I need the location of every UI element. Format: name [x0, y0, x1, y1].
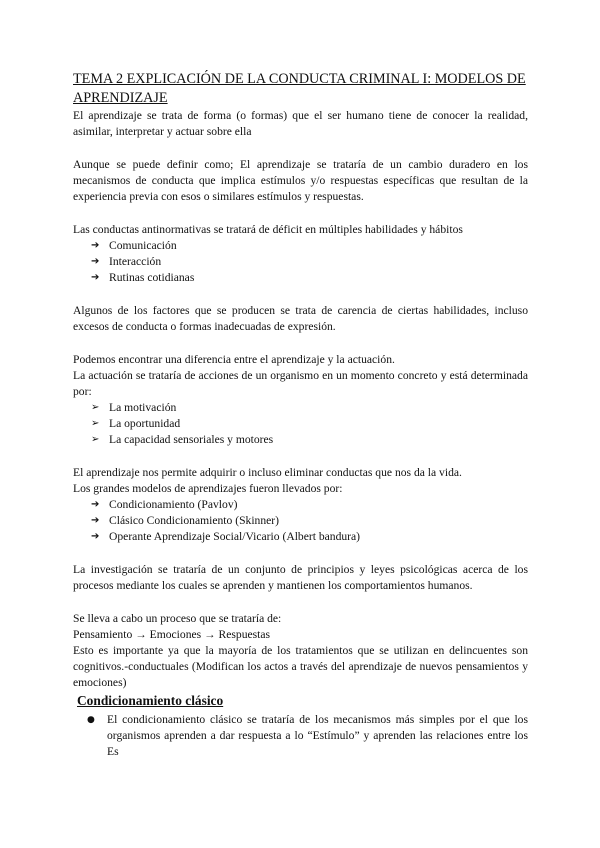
list-item: [91, 432, 528, 448]
spacer: [73, 286, 528, 303]
list-item-label: Interacción: [109, 255, 162, 268]
list-item-label: Operante Aprendizaje Social/Vicario (Albert bandura): [109, 530, 361, 543]
list-item: [91, 270, 528, 286]
list-item: [91, 238, 528, 254]
actuation-list: [73, 400, 528, 448]
list-item-label: La capacidad sensoriales y motores: [109, 433, 274, 446]
paragraph-research: La investigación se trataría de un conjunto de principios y leyes psicológicas acerca de los procesos mediante los cuales se aprenden y mantienen los comportamientos humanos.: [73, 563, 528, 592]
list-item-label: El condicionamiento clásico se trataría de los mecanismos más simples por el que los organismos aprenden a dar respuesta a lo “Estímulo” y aprenden las relaciones entre los Es: [107, 713, 528, 758]
list-item: [91, 416, 528, 432]
spacer: [73, 205, 528, 222]
page-title: TEMA 2 EXPLICACIÓN DE LA CONDUCTA CRIMINAL I: MODELOS DE APRENDIZAJE: [73, 71, 526, 106]
paragraph-difference: Podemos encontrar una diferencia entre el aprendizaje y la actuación.: [73, 353, 395, 366]
paragraph-definition-alt: Aunque se puede definir como; El aprendizaje se trataría de un cambio duradero en los mecanismos de conducta que implica estímulos y/o respuestas específicas que resultan de la experiencia previa con esos o similares estímulos y respuestas.: [73, 158, 528, 203]
arrow-icon: ➔: [91, 499, 100, 510]
triangle-arrow-icon: ➢: [91, 434, 100, 445]
list-item: [91, 513, 528, 529]
triangle-arrow-icon: ➢: [91, 418, 100, 429]
list-item-label: Condicionamiento (Pavlov): [109, 498, 238, 511]
spacer: [73, 335, 528, 352]
list-item: [91, 497, 528, 513]
list-item-label: La oportunidad: [109, 417, 181, 430]
habilities-list: [73, 238, 528, 286]
arrow-icon: ➔: [91, 256, 100, 267]
arrow-icon: ➔: [91, 531, 100, 542]
section-heading: Condicionamiento clásico: [77, 693, 224, 708]
triangle-arrow-icon: ➢: [91, 402, 100, 413]
list-item-label: Comunicación: [109, 239, 177, 252]
models-list: [73, 497, 528, 545]
arrow-icon: ➔: [91, 240, 100, 251]
bullet-icon: ●: [87, 715, 95, 725]
arrow-icon: ➔: [91, 272, 100, 283]
bullet-list: [73, 712, 528, 760]
list-item-label: Rutinas cotidianas: [109, 271, 195, 284]
paragraph-actuation: La actuación se trataría de acciones de un organismo en un momento concreto y está determinada por:: [73, 369, 528, 398]
paragraph-antinormative: Las conductas antinormativas se tratará de déficit en múltiples habilidades y hábitos: [73, 223, 463, 236]
paragraph-treatments: Esto es importante ya que la mayoría de los tratamientos que se utilizan en delincuentes son cognitivos.-conductuales (Modifican los actos a través del aprendizaje de nuevos pensamientos y emociones): [73, 644, 528, 689]
arrow-icon: ➔: [91, 515, 100, 526]
list-item-label: La motivación: [109, 401, 177, 414]
spacer: [73, 140, 528, 157]
spacer: [73, 594, 528, 611]
paragraph-factors: Algunos de los factores que se producen se trata de carencia de ciertas habilidades, incluso excesos de conducta o formas inadecuadas de expresión.: [73, 304, 528, 333]
document-page: [73, 70, 528, 760]
paragraph-learning: El aprendizaje nos permite adquirir o incluso eliminar conductas que nos da la vida.: [73, 466, 462, 479]
spacer: [73, 448, 528, 465]
list-item: [87, 712, 528, 760]
paragraph-definition: El aprendizaje se trata de forma (o formas) que el ser humano tiene de conocer la realidad, asimilar, interpretar y actuar sobre ella: [73, 109, 528, 138]
list-item: [91, 254, 528, 270]
list-item-label: Clásico Condicionamiento (Skinner): [109, 514, 280, 527]
paragraph-models: Los grandes modelos de aprendizajes fueron llevados por:: [73, 482, 343, 495]
spacer: [73, 545, 528, 562]
list-item: [91, 529, 528, 545]
paragraph-process: Se lleva a cabo un proceso que se trataría de:: [73, 612, 282, 625]
list-item: [91, 400, 528, 416]
process-flow: Pensamiento → Emociones → Respuestas: [73, 628, 271, 641]
